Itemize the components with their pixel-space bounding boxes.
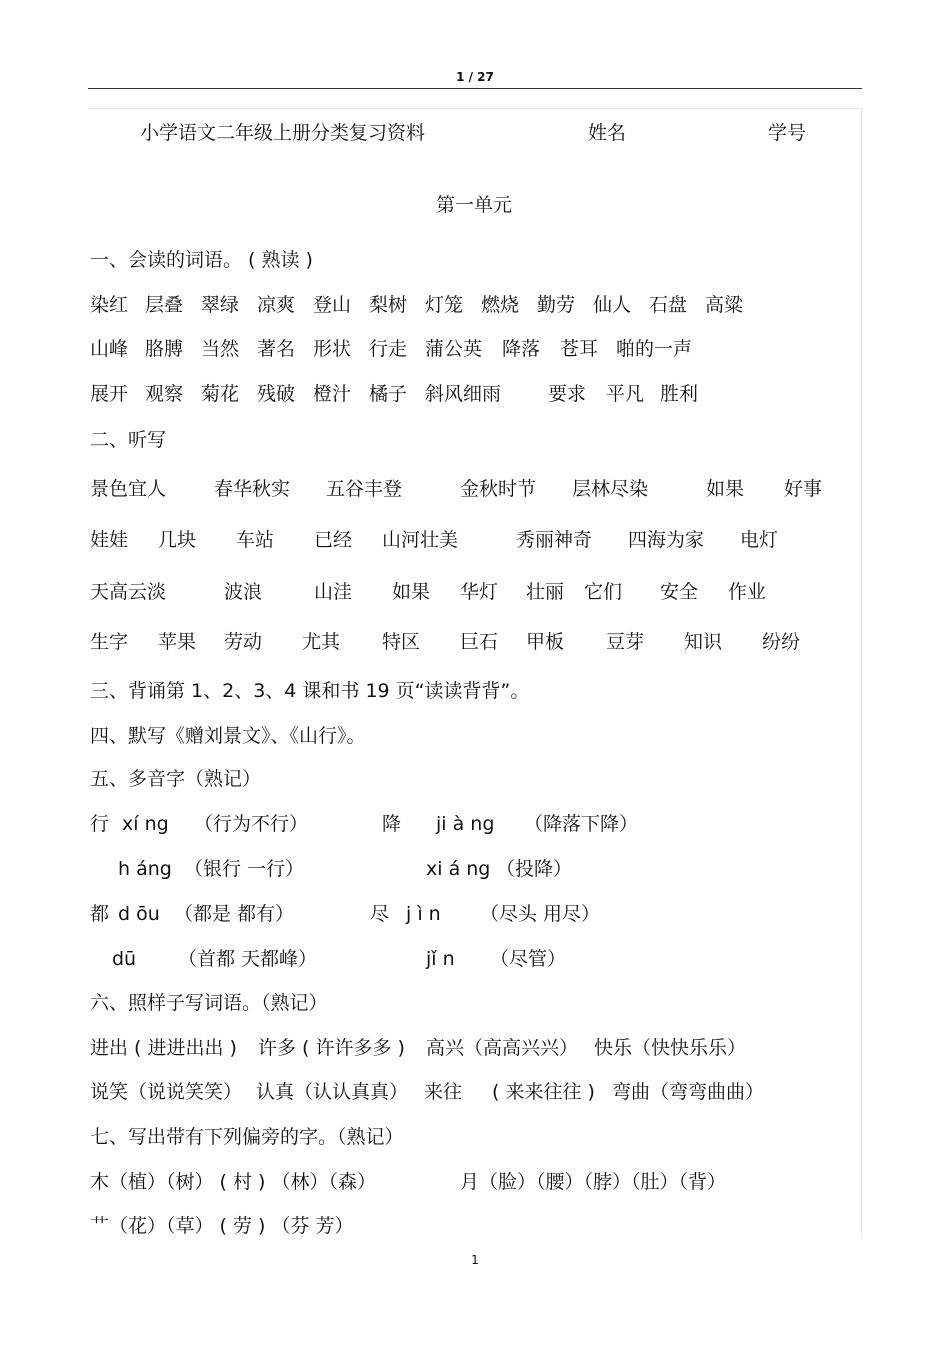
word: 苍耳: [560, 338, 599, 360]
section-heading: 五、多音字（熟记）: [90, 768, 262, 790]
example: （降落下降）: [524, 813, 639, 835]
word: 凉爽: [257, 294, 296, 316]
word: 梨树: [369, 294, 408, 316]
word: 五谷丰登: [326, 478, 403, 500]
word: 车站: [236, 529, 275, 551]
polyphone-char: 尽: [370, 903, 390, 925]
word-pattern: 许多 ( 许许多多 ): [258, 1037, 405, 1059]
word: 春华秋实: [214, 478, 291, 500]
word-pattern: 认真（认认真真）: [256, 1081, 409, 1103]
word-pattern: 高兴（高高兴兴）: [426, 1037, 579, 1059]
page-number: 1: [471, 1253, 479, 1267]
word: 如果: [392, 581, 431, 603]
word: 秀丽神奇: [516, 529, 593, 551]
section-heading: 六、照样子写词语。（熟记）: [90, 992, 328, 1014]
word: 蒲公英: [425, 338, 483, 360]
word: 降落: [502, 338, 541, 360]
word: 电灯: [740, 529, 779, 551]
example: （行为不行）: [194, 813, 309, 835]
word: 菊花: [201, 383, 240, 405]
word: 它们: [584, 581, 623, 603]
polyphone-char: 都: [90, 903, 110, 925]
word: 纷纷: [762, 631, 801, 653]
word: 平凡: [606, 383, 645, 405]
word: 如果: [706, 478, 745, 500]
word: 知识: [684, 631, 723, 653]
example: （银行 一行）: [184, 858, 305, 880]
word: 著名: [257, 338, 296, 360]
pinyin: xí ng: [122, 813, 169, 835]
section-heading: 一、会读的词语。 ( 熟读 ): [90, 249, 313, 271]
word: 灯笼: [425, 294, 464, 316]
word: 斜风细雨: [425, 383, 502, 405]
word: 天高云淡: [90, 581, 167, 603]
word: 层林尽染: [572, 478, 649, 500]
section-heading: 三、背诵第 1、2、3、4 课和书 19 页“读读背背”。: [90, 680, 530, 702]
word: 要求: [548, 383, 587, 405]
document-title: 小学语文二年级上册分类复习资料: [140, 122, 426, 144]
word: 仙人: [593, 294, 632, 316]
word: 作业: [728, 581, 767, 603]
word: 巨石: [460, 631, 499, 653]
word: 燃烧: [481, 294, 520, 316]
word: 波浪: [224, 581, 263, 603]
polyphone-char: 降: [382, 813, 402, 835]
word: 特区: [382, 631, 421, 653]
word: 华灯: [460, 581, 499, 603]
word: 壮丽: [526, 581, 565, 603]
section-heading: 二、听写: [90, 429, 167, 451]
example: （尽头 用尽）: [480, 903, 601, 925]
unit-title: 第一单元: [436, 194, 513, 216]
content-frame: [88, 108, 862, 1238]
word: 层叠: [145, 294, 184, 316]
page-indicator: 1 / 27: [456, 70, 494, 84]
word-pattern: 弯曲（弯弯曲曲）: [612, 1081, 765, 1103]
pinyin: jǐ n: [426, 948, 455, 970]
radical-row: 月（脸）（腰）（脖）（肚）（背）: [460, 1171, 727, 1193]
word: 当然: [201, 338, 240, 360]
word: 胜利: [660, 383, 699, 405]
word: 金秋时节: [460, 478, 537, 500]
word: 橘子: [369, 383, 408, 405]
pinyin: j ì n: [406, 903, 441, 925]
word: 好事: [784, 478, 823, 500]
word: 展开: [90, 383, 129, 405]
word: 啪的一声: [616, 338, 693, 360]
word: 染红: [90, 294, 129, 316]
word: 登山: [313, 294, 352, 316]
word: 四海为家: [628, 529, 705, 551]
word-pattern: 进出 ( 进进出出 ): [90, 1037, 237, 1059]
word-pattern: ( 来来往往 ): [492, 1081, 595, 1103]
word: 几块: [158, 529, 197, 551]
radical-row: 木（植）（树） ( 村 ) （林）（森）: [90, 1171, 376, 1193]
word: 胳膊: [145, 338, 184, 360]
word: 景色宜人: [90, 478, 167, 500]
word: 橙汁: [313, 383, 352, 405]
word: 豆芽: [606, 631, 645, 653]
word-pattern: 快乐（快快乐乐）: [594, 1037, 747, 1059]
pinyin: d ōu: [118, 903, 160, 925]
section-heading: 七、写出带有下列偏旁的字。（熟记）: [90, 1126, 404, 1148]
pinyin: xi á ng: [426, 858, 491, 880]
word: 娃娃: [90, 529, 129, 551]
word: 苹果: [158, 631, 197, 653]
example: （尽管）: [490, 948, 567, 970]
word-pattern: 来往: [424, 1081, 463, 1103]
word: 残破: [257, 383, 296, 405]
example: （首都 天都峰）: [178, 948, 318, 970]
pinyin: ji à ng: [436, 813, 495, 835]
pinyin: dū: [112, 948, 137, 970]
example: （都是 都有）: [174, 903, 295, 925]
word: 高粱: [705, 294, 744, 316]
word: 山洼: [314, 581, 353, 603]
example: （投降）: [496, 858, 573, 880]
section-heading: 四、默写《赠刘景文》、《山行》。: [90, 725, 366, 747]
word: 观察: [145, 383, 184, 405]
word: 山河壮美: [382, 529, 459, 551]
word: 勤劳: [537, 294, 576, 316]
id-label: 学号: [768, 122, 807, 144]
word: 生字: [90, 631, 129, 653]
word: 翠绿: [201, 294, 240, 316]
word: 行走: [369, 338, 408, 360]
polyphone-char: 行: [90, 813, 110, 835]
word: 山峰: [90, 338, 129, 360]
pinyin: h áng: [118, 858, 172, 880]
radical-row: 艹（花）（草） ( 劳 ) （芬 芳）: [90, 1215, 354, 1237]
word: 甲板: [526, 631, 565, 653]
word-pattern: 说笑（说说笑笑）: [90, 1081, 243, 1103]
name-label: 姓名: [588, 122, 627, 144]
word: 形状: [313, 338, 352, 360]
word: 尤其: [302, 631, 341, 653]
word: 安全: [660, 581, 699, 603]
word: 石盘: [649, 294, 688, 316]
word: 劳动: [224, 631, 263, 653]
word: 已经: [314, 529, 353, 551]
header-rule: [88, 88, 862, 89]
